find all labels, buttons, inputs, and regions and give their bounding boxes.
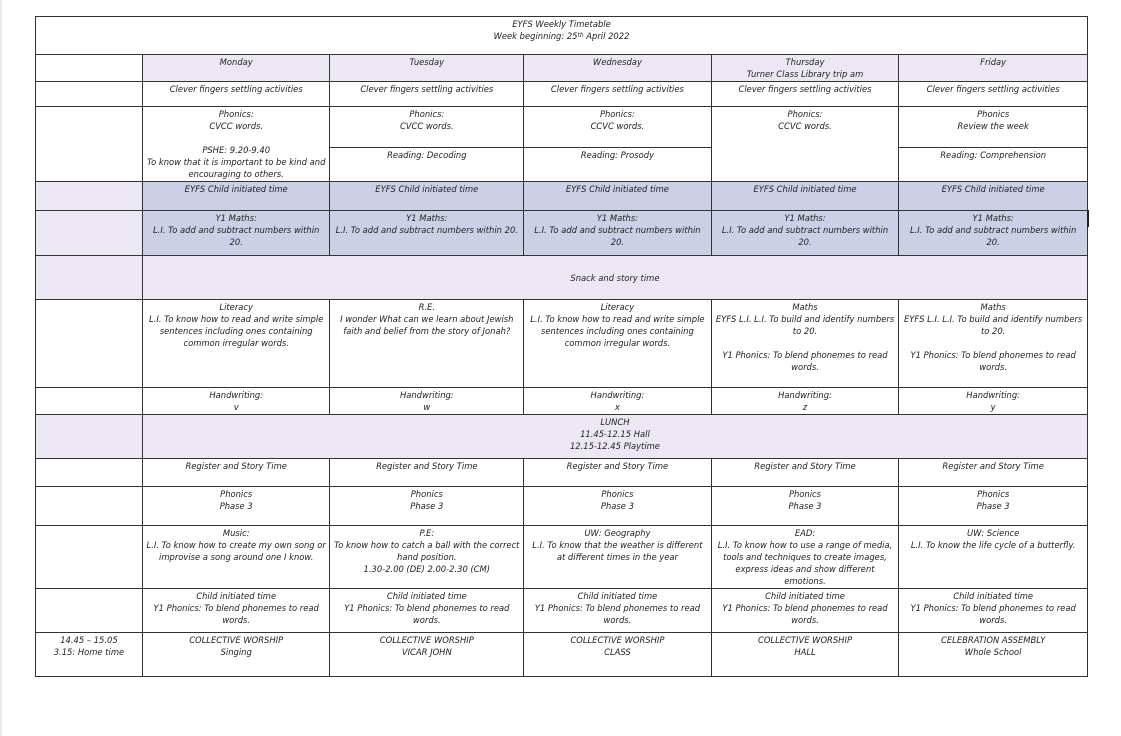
afternoon-wednesday: UW: Geography L.I. To know that the weather is different at different times in the year xyxy=(524,526,712,589)
timetable xyxy=(35,16,1088,677)
day-header-friday: Friday xyxy=(899,55,1088,82)
time-cell xyxy=(36,388,143,415)
child-initiated-cell: EYFS Child initiated time xyxy=(142,182,330,211)
worship-friday: CELEBRATION ASSEMBLY Whole School xyxy=(899,633,1088,677)
time-cell xyxy=(36,211,143,256)
day-header-tuesday: Tuesday xyxy=(330,55,524,82)
text-cursor xyxy=(1087,210,1089,227)
time-cell xyxy=(36,459,143,487)
page-title: EYFS Weekly Timetable xyxy=(512,19,611,29)
time-cell xyxy=(36,82,143,107)
handwriting-cell: Handwriting: w xyxy=(330,388,524,415)
settling-cell: Clever fingers settling activities xyxy=(330,82,524,107)
child-initiated-row xyxy=(36,182,1088,211)
lesson-row xyxy=(36,300,1088,388)
maths-cell: Y1 Maths: L.I. To add and subtract numbers within 20. xyxy=(330,211,524,256)
lunch-row xyxy=(36,415,1088,459)
handwriting-row xyxy=(36,388,1088,415)
child-time-cell: Child initiated time Y1 Phonics: To blend phonemes to read words. xyxy=(899,589,1088,633)
maths-cell: Y1 Maths: L.I. To add and subtract numbers within 20. xyxy=(524,211,712,256)
phonics-pm-cell: Phonics Phase 3 xyxy=(711,487,899,526)
handwriting-cell: Handwriting: y xyxy=(899,388,1088,415)
phonics-pm-cell: Phonics Phase 3 xyxy=(142,487,330,526)
settling-cell: Clever fingers settling activities xyxy=(711,82,899,107)
worship-row xyxy=(36,633,1088,677)
child-time-cell: Child initiated time Y1 Phonics: To blend phonemes to read words. xyxy=(330,589,524,633)
timetable-title-cell xyxy=(36,17,1088,55)
phonics-thursday: Phonics: CCVC words. xyxy=(711,107,899,182)
child-time-cell: Child initiated time Y1 Phonics: To blend phonemes to read words. xyxy=(711,589,899,633)
end-time-cell: 14.45 – 15.05 3.15: Home time xyxy=(36,633,143,677)
week-beginning: Week beginning: 25th April 2022 xyxy=(493,31,630,41)
register-row xyxy=(36,459,1088,487)
page-gutter xyxy=(0,0,2,736)
day-header-row xyxy=(36,55,1088,82)
child-initiated-cell: EYFS Child initiated time xyxy=(330,182,524,211)
register-cell: Register and Story Time xyxy=(142,459,330,487)
settling-cell: Clever fingers settling activities xyxy=(899,82,1088,107)
settling-cell: Clever fingers settling activities xyxy=(524,82,712,107)
time-cell xyxy=(36,182,143,211)
child-time-cell: Child initiated time Y1 Phonics: To blend phonemes to read words. xyxy=(524,589,712,633)
child-initiated-cell: EYFS Child initiated time xyxy=(899,182,1088,211)
phonics-pm-cell: Phonics Phase 3 xyxy=(330,487,524,526)
settling-row xyxy=(36,82,1088,107)
phonics-pshe-monday: Phonics: CVCC words. PSHE: 9.20-9.40 To know that it is important to be kind and encouraging to others. xyxy=(142,107,330,182)
maths-row xyxy=(36,211,1088,256)
worship-tuesday: COLLECTIVE WORSHIP VICAR JOHN xyxy=(330,633,524,677)
afternoon-friday: UW: Science L.I. To know the life cycle of a butterfly. xyxy=(899,526,1088,589)
reading-wednesday: Reading: Prosody xyxy=(524,147,712,181)
handwriting-cell: Handwriting: v xyxy=(142,388,330,415)
handwriting-cell: Handwriting: x xyxy=(524,388,712,415)
snack-cell: Snack and story time xyxy=(142,256,1087,300)
child-time-row xyxy=(36,589,1088,633)
time-cell xyxy=(36,589,143,633)
afternoon-monday: Music: L.I. To know how to create my own song or improvise a song around one I know. xyxy=(142,526,330,589)
time-cell xyxy=(36,526,143,589)
time-cell xyxy=(36,300,143,388)
handwriting-cell: Handwriting: z xyxy=(711,388,899,415)
time-header xyxy=(36,55,143,82)
phonics-tuesday: Phonics: CVCC words. xyxy=(330,107,524,148)
phonics-pm-row xyxy=(36,487,1088,526)
register-cell: Register and Story Time xyxy=(899,459,1088,487)
register-cell: Register and Story Time xyxy=(330,459,524,487)
time-cell xyxy=(36,487,143,526)
lunch-cell: LUNCH 11.45-12.15 Hall 12.15-12.45 Playtime xyxy=(142,415,1087,459)
lesson-monday: Literacy L.I. To know how to read and write simple sentences including ones containing common irregular words. xyxy=(142,300,330,388)
lesson-thursday: Maths EYFS L.I. L.I. To build and identify numbers to 20. Y1 Phonics: To blend phonemes to read words. xyxy=(711,300,899,388)
register-cell: Register and Story Time xyxy=(711,459,899,487)
lesson-tuesday: R.E. I wonder What can we learn about Jewish faith and belief from the story of Jonah? xyxy=(330,300,524,388)
pshe-objective: To know that it is important to be kind and encouraging to others. xyxy=(146,157,326,179)
day-header-thursday: Thursday Turner Class Library trip am xyxy=(711,55,899,82)
phonics-pm-cell: Phonics Phase 3 xyxy=(524,487,712,526)
afternoon-tuesday: P.E: To know how to catch a ball with the correct hand position. 1.30-2.00 (DE) 2.00-2.30 (CM) xyxy=(330,526,524,589)
lesson-wednesday: Literacy L.I. To know how to read and write simple sentences including ones containing common irregular words. xyxy=(524,300,712,388)
day-header-monday: Monday xyxy=(142,55,330,82)
afternoon-row xyxy=(36,526,1088,589)
maths-cell: Y1 Maths: L.I. To add and subtract numbers within 20. xyxy=(142,211,330,256)
reading-friday: Reading: Comprehension xyxy=(899,147,1088,181)
phonics-pm-cell: Phonics Phase 3 xyxy=(899,487,1088,526)
child-initiated-cell: EYFS Child initiated time xyxy=(711,182,899,211)
phonics-friday: Phonics Review the week xyxy=(899,107,1088,148)
time-cell xyxy=(36,415,143,459)
child-initiated-cell: EYFS Child initiated time xyxy=(524,182,712,211)
day-header-wednesday: Wednesday xyxy=(524,55,712,82)
reading-tuesday: Reading: Decoding xyxy=(330,147,524,181)
time-cell xyxy=(36,256,143,300)
settling-cell: Clever fingers settling activities xyxy=(142,82,330,107)
time-cell xyxy=(36,107,143,182)
maths-cell: Y1 Maths: L.I. To add and subtract numbers within 20. xyxy=(899,211,1088,256)
phonics-wednesday: Phonics: CCVC words. xyxy=(524,107,712,148)
child-time-cell: Child initiated time Y1 Phonics: To blend phonemes to read words. xyxy=(142,589,330,633)
phonics-row xyxy=(36,107,1088,148)
worship-wednesday: COLLECTIVE WORSHIP CLASS xyxy=(524,633,712,677)
snack-row xyxy=(36,256,1088,300)
maths-cell: Y1 Maths: L.I. To add and subtract numbers within 20. xyxy=(711,211,899,256)
afternoon-thursday: EAD: L.I. To know how to use a range of media, tools and techniques to create images, express ideas and show different emotions. xyxy=(711,526,899,589)
lesson-friday: Maths EYFS L.I. L.I. To build and identify numbers to 20. Y1 Phonics: To blend phonemes to read words. xyxy=(899,300,1088,388)
worship-monday: COLLECTIVE WORSHIP Singing xyxy=(142,633,330,677)
pshe-time: PSHE: 9.20-9.40 xyxy=(202,145,271,155)
title-row xyxy=(36,17,1088,55)
worship-thursday: COLLECTIVE WORSHIP HALL xyxy=(711,633,899,677)
register-cell: Register and Story Time xyxy=(524,459,712,487)
thursday-note: Turner Class Library trip am xyxy=(746,69,864,79)
